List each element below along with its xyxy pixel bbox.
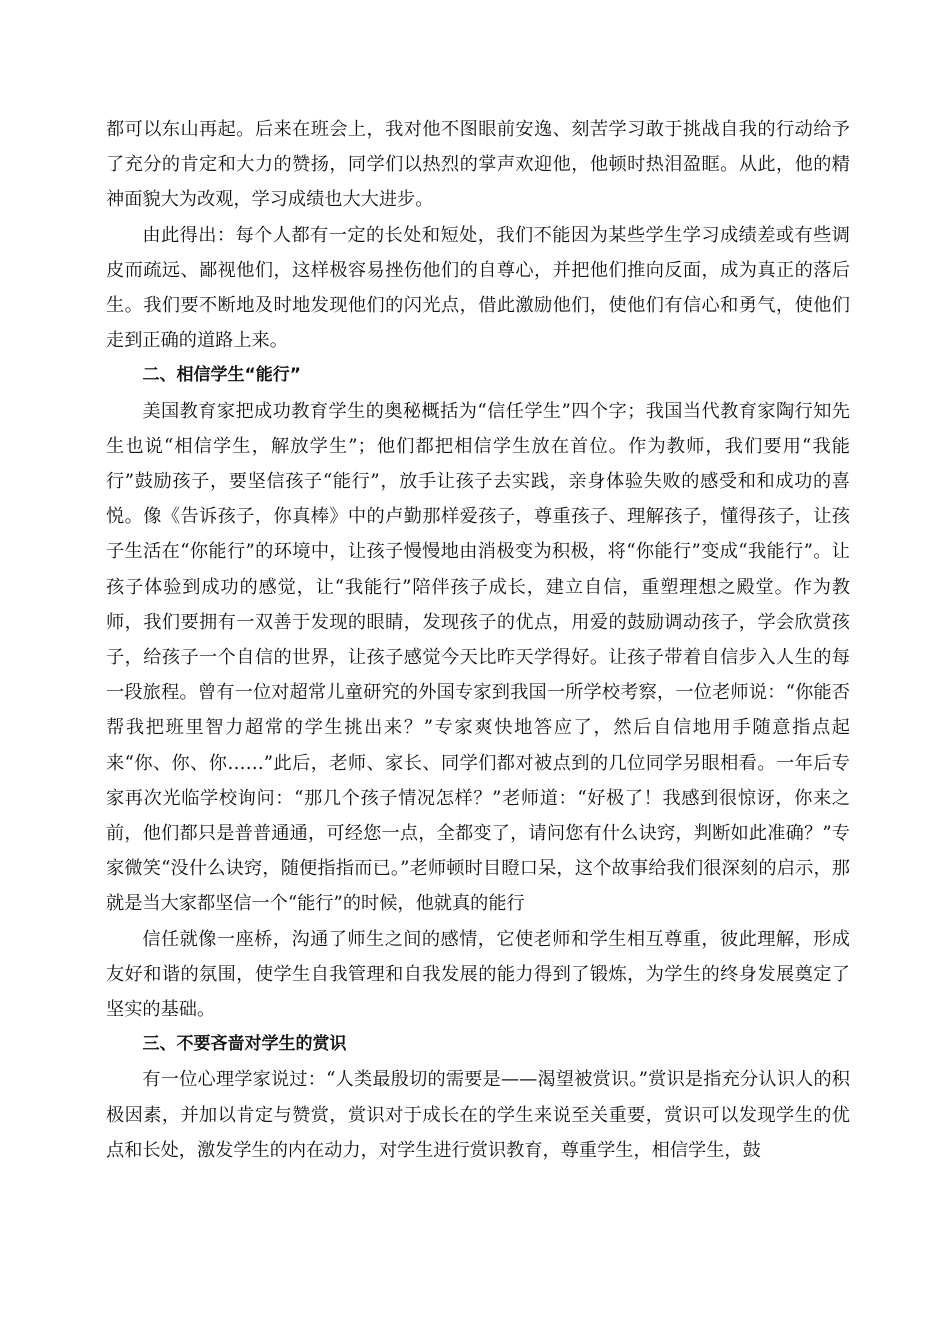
- paragraph-appreciation: 有一位心理学家说过：“人类最殷切的需要是——渴望被赏识。”赏识是指充分认识人的积极因素，并加以肯定与赞赏，赏识对于成长在的学生来说至关重要，赏识可以发现学生的优点和长处，激发学生的内在动力，对学生进行赏识教育，尊重学生，相信学生，鼓: [106, 1069, 850, 1161]
- section-heading-3: 三、不要吝啬对学生的赏识: [142, 1034, 347, 1055]
- paragraph-trust-students: 美国教育家把成功教育学生的奥秘概括为“信任学生”四个字；我国当代教育家陶行知先生也说“相信学生，解放学生”；他们都把相信学生放在首位。作为教师，我们要用“我能行”鼓励孩子，要坚信孩子“能行”，放手让孩子去实践，亲身体验失败的感受和和成功的喜悦。像《告诉孩子，你真棒》中的卢勤那样爱孩子，尊重孩子、理解孩子，懂得孩子，让孩子生活在“你能行”的环境中，让孩子慢慢地由消极变为积极，将“你能行”变成“我能行”。让孩子体验到成功的感觉，让“我能行”陪伴孩子成长，建立自信，重塑理想之殿堂。作为教师，我们要拥有一双善于发现的眼睛，发现孩子的优点，用爱的鼓励调动孩子，学会欣赏孩子，给孩子一个自信的世界，让孩子感觉今天比昨天学得好。让孩子带着自信步入人生的每一段旅程。曾有一位对超常儿童研究的外国专家到我国一所学校考察，一位老师说：“你能否帮我把班里智力超常的学生挑出来？”专家爽快地答应了，然后自信地用手随意指点起来“你、你、你……”此后，老师、家长、同学们都对被点到的几位同学另眼相看。一年后专家再次光临学校询问：“那几个孩子情况怎样？”老师道：“好极了！我感到很惊讶，你来之前，他们都只是普普通通，可经您一点，全都变了，请问您有什么诀窍，判断如此准确？”专家微笑“没什么诀窍，随便指指而已。”老师顿时目瞪口呆，这个故事给我们很深刻的启示，那就是当大家都坚信一个“能行”的时候，他就真的能行: [106, 400, 850, 915]
- paragraph-trust-bridge: 信任就像一座桥，沟通了师生之间的感情，它使老师和学生相互尊重，彼此理解，形成友好和谐的氛围，使学生自我管理和自我发展的能力得到了锻炼，为学生的终身发展奠定了坚实的基础。: [106, 928, 850, 1021]
- document-page: [106, 112, 850, 1168]
- section-heading-2: 二、相信学生“能行”: [142, 365, 301, 386]
- paragraph-conclusion: 由此得出：每个人都有一定的长处和短处，我们不能因为某些学生学习成绩差或有些调皮而疏远、鄙视他们，这样极容易挫伤他们的自尊心，并把他们推向反面，成为真正的落后生。我们要不断地及时地发现他们的闪光点，借此激励他们，使他们有信心和勇气，使他们走到正确的道路上来。: [106, 224, 850, 352]
- paragraph-continuation: 都可以东山再起。后来在班会上，我对他不图眼前安逸、刻苦学习敢于挑战自我的行动给予了充分的肯定和大力的赞扬，同学们以热烈的掌声欢迎他，他顿时热泪盈眶。从此，他的精神面貌大为改观，学习成绩也大大进步。: [106, 119, 850, 211]
